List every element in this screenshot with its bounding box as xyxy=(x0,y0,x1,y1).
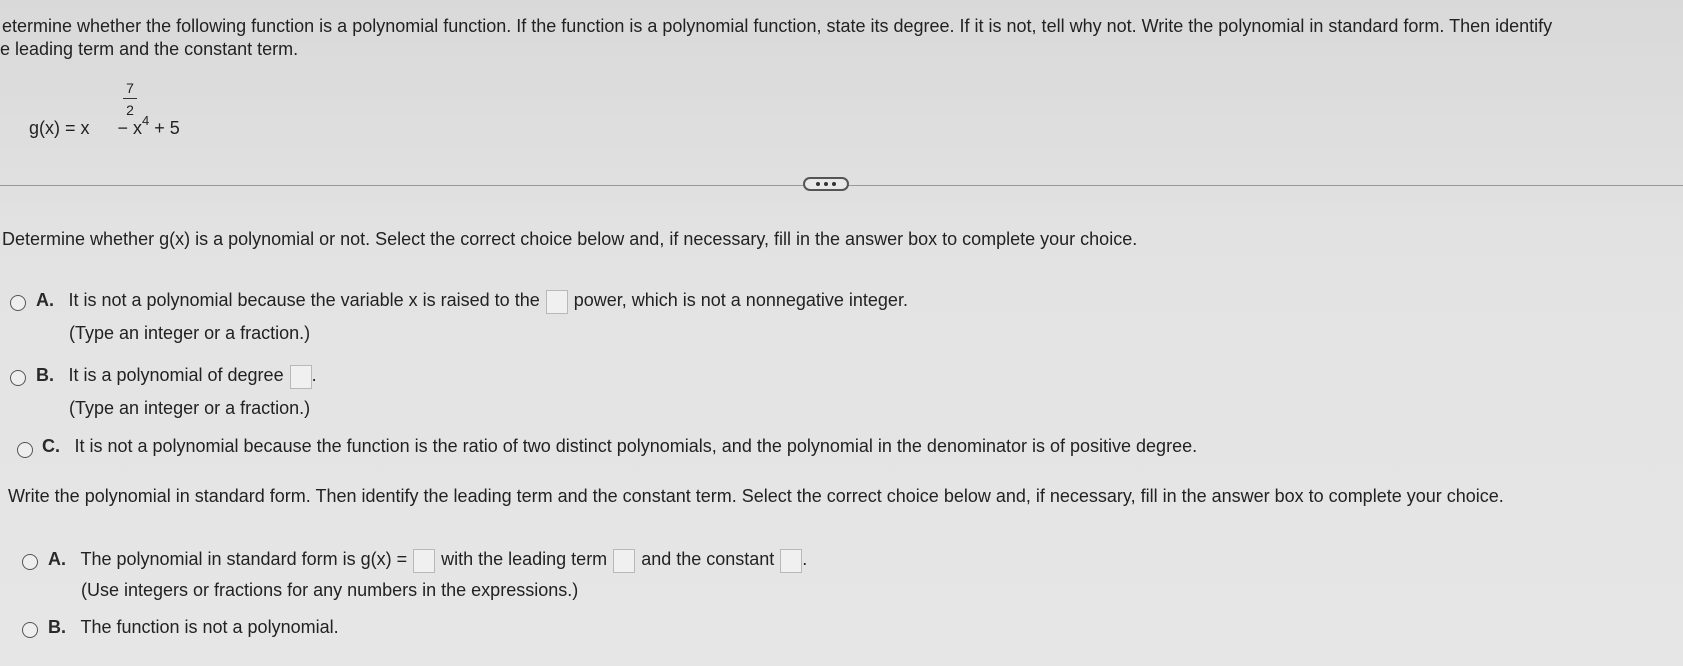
q2-constant-box[interactable] xyxy=(780,549,802,573)
choice-text-after: . xyxy=(802,549,808,570)
problem-line-2: e leading term and the constant term. xyxy=(0,39,299,59)
q1-choice-b-hint: (Type an integer or a fraction.) xyxy=(69,398,311,418)
choice-text-mid1: with the leading term xyxy=(441,549,608,570)
q2-standard-form-box[interactable] xyxy=(413,549,435,573)
q1-a-answer-box[interactable] xyxy=(546,290,568,314)
choice-text-mid2: and the constant xyxy=(641,549,775,570)
exponent-fraction xyxy=(123,80,137,118)
q2-choice-a-hint: (Use integers or fractions for any numbers in the expressions.) xyxy=(81,580,579,600)
choice-text: It is not a polynomial because the function is the ratio of two distinct polynomials, and the polynomial in the denominator is of positive degree. xyxy=(74,436,1198,456)
choice-text: It is not a polynomial because the variable x is raised to the xyxy=(68,290,540,311)
choice-letter: A. xyxy=(36,290,54,311)
q1-choice-a-hint: (Type an integer or a fraction.) xyxy=(69,323,311,343)
dot-icon xyxy=(832,182,836,186)
choice-letter: A. xyxy=(48,549,66,570)
function-expression xyxy=(29,80,180,139)
q2-choice-b-radio[interactable] xyxy=(22,622,38,638)
question-1-prompt: Determine whether g(x) is a polynomial or not. Select the correct choice below and, if necessary, fill in the answer box to complete your choice. xyxy=(2,229,1138,249)
function-lhs: g(x) = x xyxy=(29,118,90,138)
choice-text-after: power, which is not a nonnegative integer. xyxy=(573,290,908,311)
term2-exponent: 4 xyxy=(142,113,150,128)
problem-line-1: etermine whether the following function is a polynomial function. If the function is a polynomial function, state its degree. If it is not, tell why not. Write the polynomial in standard form. Then identify xyxy=(2,16,1553,36)
question-2-prompt: Write the polynomial in standard form. Then identify the leading term and the constant term. Select the correct choice below and, if necessary, fill in the answer box to complete your choice. xyxy=(8,486,1504,506)
expand-more-button[interactable] xyxy=(803,177,849,191)
q2-choice-b xyxy=(48,617,339,638)
choice-text: The function is not a polynomial. xyxy=(80,617,339,637)
function-term3: + 5 xyxy=(149,118,180,138)
q1-choice-a-radio[interactable] xyxy=(10,295,26,311)
fraction-numerator: 7 xyxy=(126,80,134,96)
q1-choice-b xyxy=(36,365,317,389)
choice-letter: B. xyxy=(36,365,54,386)
choice-text: The polynomial in standard form is g(x) = xyxy=(80,549,408,570)
choice-letter: B. xyxy=(48,617,66,637)
q1-choice-b-radio[interactable] xyxy=(10,370,26,386)
dot-icon xyxy=(824,182,828,186)
function-term2: − x xyxy=(112,118,143,138)
q1-choice-c xyxy=(42,436,1197,457)
fraction-bar xyxy=(123,98,137,99)
q1-choice-c-radio[interactable] xyxy=(17,442,33,458)
choice-text: It is a polynomial of degree xyxy=(68,365,284,386)
q2-choice-a xyxy=(48,549,807,573)
choice-text-after: . xyxy=(311,365,317,386)
dot-icon xyxy=(816,182,820,186)
q2-choice-a-radio[interactable] xyxy=(22,554,38,570)
q1-b-answer-box[interactable] xyxy=(290,365,312,389)
fraction-denominator: 2 xyxy=(126,102,134,118)
q1-choice-a xyxy=(36,290,908,314)
q2-leading-term-box[interactable] xyxy=(613,549,635,573)
choice-letter: C. xyxy=(42,436,60,456)
